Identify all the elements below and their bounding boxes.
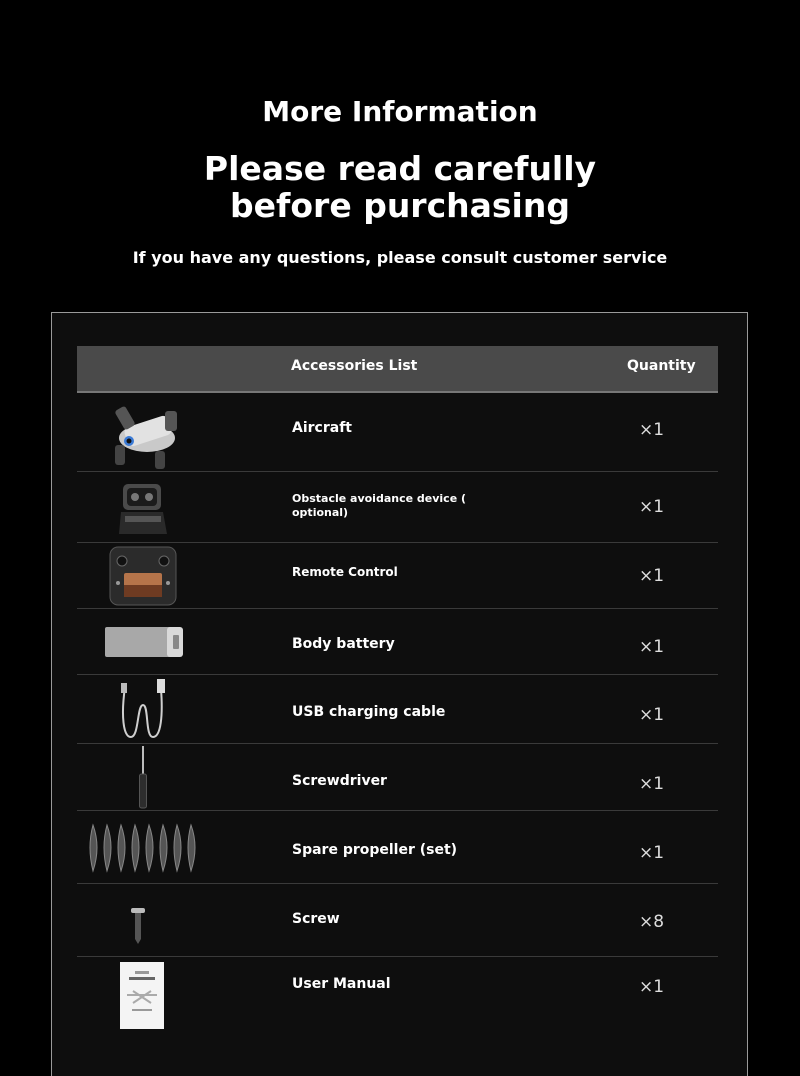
table-header — [77, 346, 718, 393]
remote-control-icon — [77, 543, 277, 608]
item-quantity: ×1 — [639, 497, 665, 517]
item-quantity: ×1 — [639, 843, 665, 863]
item-quantity: ×1 — [639, 774, 665, 794]
headline: Please read carefully before purchasing — [203, 149, 597, 225]
manual-icon — [77, 957, 277, 1037]
item-name: Remote Control — [292, 565, 398, 579]
item-name: USB charging cable — [292, 704, 446, 720]
column-header-quantity: Quantity — [627, 358, 696, 374]
item-quantity: ×1 — [639, 420, 665, 440]
table-row — [77, 393, 718, 472]
accessories-panel — [51, 312, 748, 1076]
propeller-icon — [77, 811, 277, 883]
subtitle: If you have any questions, please consult customer service — [132, 248, 668, 267]
table-row — [77, 609, 718, 675]
item-name: Aircraft — [292, 420, 352, 436]
table-row — [77, 472, 718, 543]
item-quantity: ×1 — [639, 566, 665, 586]
item-name: Screw — [292, 911, 340, 927]
item-quantity: ×1 — [639, 977, 665, 997]
item-quantity: ×1 — [639, 705, 665, 725]
section-title: More Information — [262, 95, 538, 128]
screwdriver-icon — [77, 744, 277, 810]
item-name: Spare propeller (set) — [292, 842, 458, 858]
table-row — [77, 811, 718, 884]
usb-cable-icon — [77, 675, 277, 743]
item-quantity: ×1 — [639, 637, 665, 657]
table-row — [77, 744, 718, 811]
item-name: User Manual — [292, 976, 391, 992]
table-row — [77, 884, 718, 957]
drone-icon — [77, 393, 277, 471]
obstacle-sensor-icon — [77, 472, 277, 542]
table-row — [77, 543, 718, 609]
item-name: Obstacle avoidance device ( optional) — [292, 492, 467, 519]
battery-icon — [77, 609, 277, 674]
screw-icon — [77, 884, 277, 956]
item-quantity: ×8 — [639, 912, 665, 932]
table-row — [77, 675, 718, 744]
column-header-accessories: Accessories List — [291, 358, 418, 374]
item-name: Screwdriver — [292, 773, 387, 789]
table-row — [77, 957, 718, 1037]
item-name: Body battery — [292, 636, 395, 652]
